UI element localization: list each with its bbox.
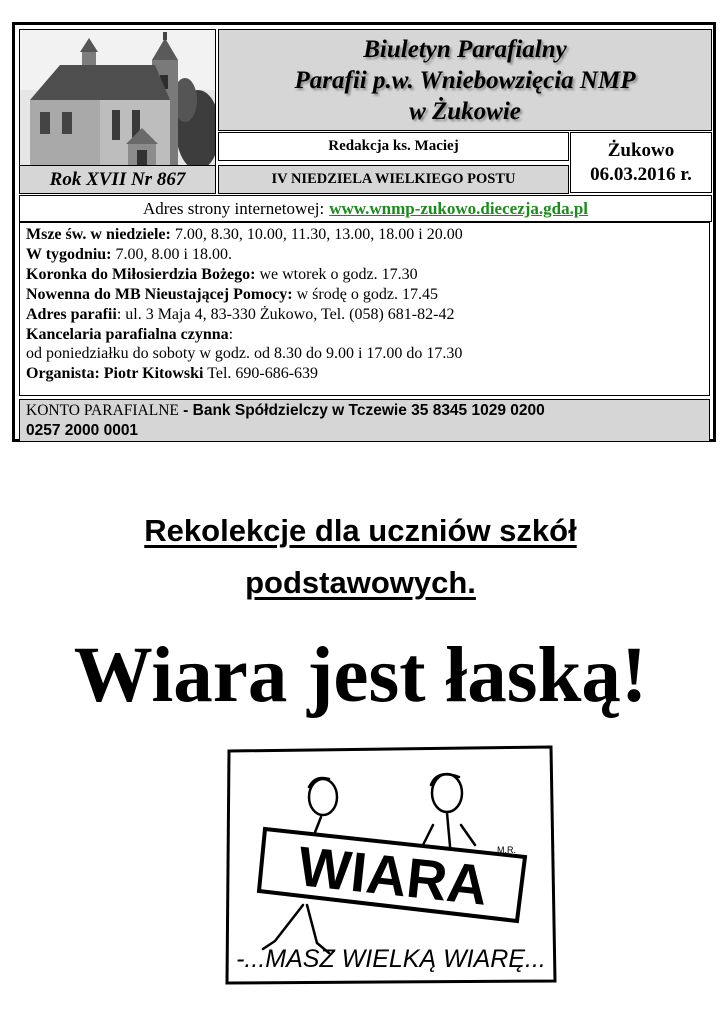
artist-signature: M.R. [497,845,516,855]
account-bank-line-1: - Bank Spółdzielczy w Tczewie 35 8345 1029 0200 [178,402,545,419]
issue-number: Rok XVII Nr 867 [19,165,216,194]
parish-info [19,222,710,396]
info-line [26,364,703,384]
info-line [26,265,703,285]
bulletin-header [12,22,716,442]
info-text: w środę o godz. 17.45 [292,285,438,303]
info-label: Koronka do Miłosierdzia Bożego: [26,265,256,283]
account-label: KONTO PARAFIALNE [26,402,179,419]
cartoon-caption: -...MASZ WIELKĄ WIARĘ... [236,945,546,973]
retreat-headline [0,505,721,609]
editor: Redakcja ks. Maciej [218,132,569,161]
info-line [26,325,703,345]
date-box [570,132,712,193]
info-text: 7.00, 8.30, 10.00, 11.30, 13.00, 18.00 i 20.00 [170,226,463,243]
headline-line-1: Rekolekcje dla uczniów szkół [144,513,577,548]
account-bank-line-2: 0257 2000 0001 [26,422,139,439]
date: 06.03.2016 r. [590,163,692,185]
info-text: : [228,325,234,343]
faith-cartoon [225,745,557,985]
bulletin-title [218,29,712,131]
info-label: Adres parafii [26,305,117,323]
date-place: Żukowo [607,139,675,161]
website-row [19,195,712,222]
website-link[interactable]: www.wnmp-zukowo.diecezja.gda.pl [329,198,589,218]
info-text: Tel. 690-686-639 [203,365,319,383]
liturgical-sunday: IV NIEDZIELA WIELKIEGO POSTU [218,165,569,194]
info-line [26,225,703,245]
info-line [26,344,703,364]
info-text: od poniedziałku do soboty w godz. od 8.30 do 9.00 i 17.00 do 17.30 [26,345,463,363]
website-label: Adres strony internetowej: [142,198,325,218]
info-label: Msze św. w niedziele: [26,226,171,243]
info-label: Nowenna do MB Nieustającej Pomocy: [26,285,293,303]
headline-line-2: podstawowych. [245,565,476,600]
info-label: Organista: Piotr Kitowski [26,365,204,383]
faith-title: Wiara jest łaską! [73,632,648,719]
info-line [26,245,703,265]
info-text: we wtorek o godz. 17.30 [255,265,418,283]
title-line-1: Biuletyn Parafialny [363,35,567,63]
info-text: : ul. 3 Maja 4, 83-330 Żukowo, Tel. (058) 681-82-42 [116,305,455,323]
sign-text: WIARA [295,834,491,917]
title-line-2: Parafii p.w. Wniebowzięcia NMP [294,66,636,94]
info-line [26,305,703,325]
info-line [26,285,703,305]
info-label: Kancelaria parafialna czynna [26,325,229,343]
info-text: 7.00, 8.00 i 18.00. [111,245,232,263]
bank-account [19,399,710,442]
title-line-3: w Żukowie [409,97,521,125]
info-label: W tygodniu: [26,245,112,263]
